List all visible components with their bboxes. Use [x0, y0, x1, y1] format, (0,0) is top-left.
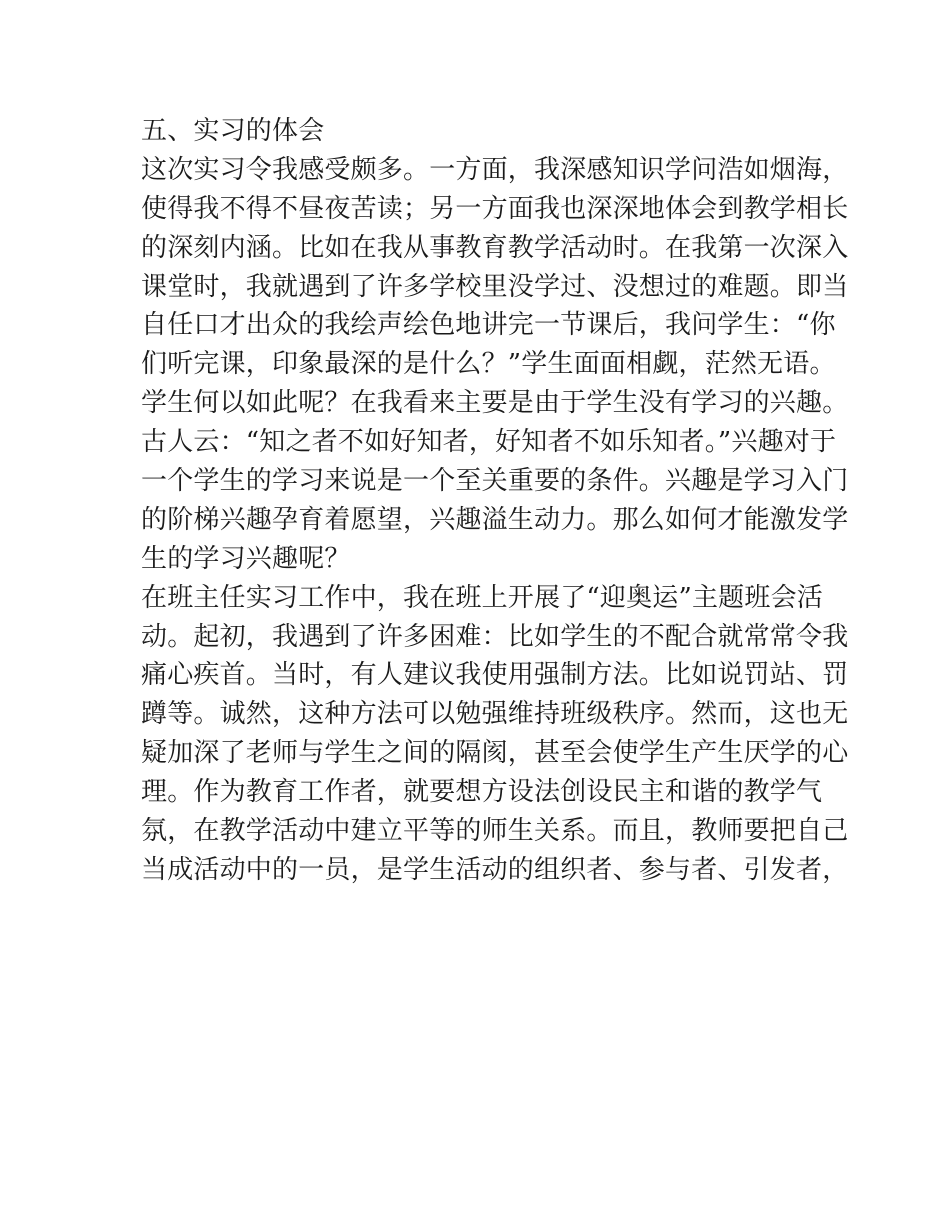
body-line-7: 学生何以如此呢？在我看来主要是由于学生没有学习的兴趣。: [141, 388, 849, 419]
body-line-12: 在班主任实习工作中，我在班上开展了“迎奥运”主题班会活: [141, 582, 823, 613]
body-line-4: 课堂时，我就遇到了许多学校里没学过、没想过的难题。即当: [141, 271, 849, 302]
body-line-10: 的阶梯兴趣孕育着愿望，兴趣溢生动力。那么如何才能激发学: [141, 504, 849, 535]
body-line-3: 的深刻内涵。比如在我从事教育教学活动时。在我第一次深入: [141, 232, 849, 263]
body-line-11: 生的学习兴趣呢？: [141, 543, 351, 574]
body-line-15: 蹲等。诚然，这种方法可以勉强维持班级秩序。然而，这也无: [141, 699, 849, 730]
body-line-16: 疑加深了老师与学生之间的隔阂，甚至会使学生产生厌学的心: [141, 738, 849, 769]
body-line-2: 使得我不得不昼夜苦读；另一方面我也深深地体会到教学相长: [141, 193, 849, 224]
body-line-19: 当成活动中的一员，是学生活动的组织者、参与者、引发者，: [141, 854, 849, 885]
document-body: [141, 112, 849, 890]
body-line-1: 这次实习令我感受颇多。一方面，我深感知识学问浩如烟海，: [141, 154, 849, 185]
body-line-13: 动。起初，我遇到了许多困难：比如学生的不配合就常常令我: [141, 621, 849, 652]
body-line-17: 理。作为教育工作者，就要想方设法创设民主和谐的教学气: [141, 777, 823, 808]
body-line-8: 古人云：“知之者不如好知者，好知者不如乐知者。”兴趣对于: [141, 427, 837, 458]
body-line-9: 一个学生的学习来说是一个至关重要的条件。兴趣是学习入门: [141, 466, 849, 497]
body-line-14: 痛心疾首。当时，有人建议我使用强制方法。比如说罚站、罚: [141, 660, 849, 691]
body-line-5: 自任口才出众的我绘声绘色地讲完一节课后，我问学生：“你: [141, 310, 836, 341]
body-line-18: 氛，在教学活动中建立平等的师生关系。而且，教师要把自己: [141, 816, 849, 847]
body-line-6: 们听完课，印象最深的是什么？”学生面面相觑，茫然无语。: [141, 349, 836, 380]
section-heading: 五、实习的体会: [141, 116, 325, 146]
